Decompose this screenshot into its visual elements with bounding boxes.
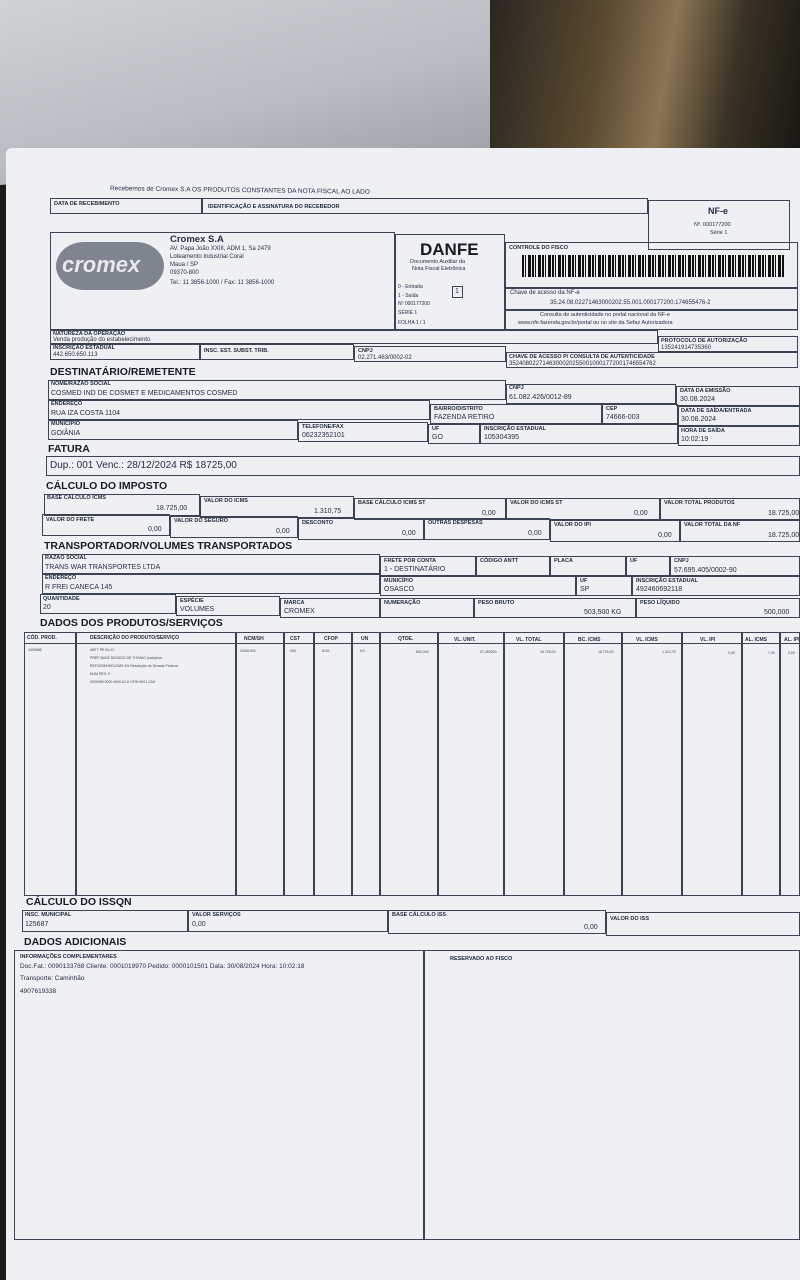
destinatario-section: DESTINATÁRIO/REMETENTE bbox=[50, 366, 196, 378]
info-complementares-label: INFORMAÇÕES COMPLEMENTARES bbox=[20, 954, 117, 960]
transp-endereco-label: ENDEREÇO bbox=[45, 575, 77, 581]
col-header-ncm: NCM/SH bbox=[244, 636, 264, 642]
dest-municipio: GOIÂNIA bbox=[51, 430, 81, 437]
transp-numeracao-label: NUMERAÇÃO bbox=[384, 600, 421, 606]
dest-emissao: 30.08.2024 bbox=[680, 396, 716, 403]
cromex-logo-text: cromex bbox=[62, 252, 141, 277]
transp-placa-label: PLACA bbox=[554, 558, 573, 564]
dest-municipio-label: MUNICÍPIO bbox=[51, 421, 81, 427]
natureza-value: Venda produção do estabelecimento bbox=[53, 337, 151, 343]
cell-vl-icms: 1.310,75 bbox=[662, 650, 676, 654]
canhoto-assinatura-label: IDENTIFICAÇÃO E ASSINATURA DO RECEBEDOR bbox=[208, 204, 340, 210]
desconto-value: 0,00 bbox=[402, 530, 416, 537]
col-vl-ipi bbox=[682, 632, 742, 896]
transp-ie-label: INSCRIÇÃO ESTADUAL bbox=[636, 578, 698, 584]
outras-despesas-value: 0,00 bbox=[528, 530, 542, 537]
cell-descricao-line2: REF/32061900 ICMS 4% Resolução do Senado Federal bbox=[90, 664, 178, 668]
dest-saida-label: DATA DE SAÍDA/ENTRADA bbox=[681, 408, 752, 414]
cell-descricao-line1: PREP BASE DIOXIDO DE TITANIO (natu)eza bbox=[90, 656, 162, 660]
danfe-subtitle2: Nota Fiscal Eletrônica bbox=[412, 266, 466, 272]
barcode bbox=[522, 255, 784, 277]
cell-vl-total: 18.725,00 bbox=[540, 650, 556, 654]
dest-saida: 30.08.2024 bbox=[681, 416, 717, 423]
info-complementares-box bbox=[14, 950, 424, 1240]
issqn-section: CÁLCULO DO ISSQN bbox=[26, 896, 132, 908]
col-un bbox=[352, 632, 380, 896]
col-cst bbox=[284, 632, 314, 896]
cnpj-emitente-label: CNPJ bbox=[358, 348, 373, 354]
info-line3: 4907619338 bbox=[20, 988, 57, 995]
transp-liquido: 500,000 bbox=[764, 609, 790, 616]
canhoto-header: Recebemos de Cromex S.A OS PRODUTOS CONSTANTES DA NOTA FISCAL AO LADO bbox=[109, 185, 370, 196]
col-header-descricao: DESCRIÇÃO DO PRODUTO/SERVIÇO bbox=[90, 635, 179, 641]
col-al-ipi bbox=[780, 632, 800, 896]
col-qtde bbox=[380, 632, 438, 896]
cell-cst: 000 bbox=[290, 649, 296, 653]
col-cod bbox=[24, 632, 76, 896]
transp-razao: TRANS WAR TRANSPORTES LTDA bbox=[45, 564, 161, 571]
cell-al-ipi: 0,00 bbox=[788, 651, 795, 655]
canhoto-nfe-numero: Nº. 000177200 bbox=[694, 222, 731, 228]
dest-cep-label: CEP bbox=[606, 406, 618, 412]
dest-fone-label: TELEFONE/FAX bbox=[302, 424, 344, 430]
cell-descricao: ABT7 PE BL KI bbox=[90, 648, 114, 652]
col-header-cst: CST bbox=[290, 636, 300, 642]
valor-ipi-label: VALOR DO IPI bbox=[554, 522, 591, 528]
dest-endereco: RUA IZA COSTA 1104 bbox=[51, 410, 120, 417]
col-header-vl-total: VL. TOTAL bbox=[516, 637, 542, 643]
emitente-address1: AV. Papa João XXIII, ADM 1, Sa 2479 bbox=[170, 246, 271, 252]
transp-uf-label: UF bbox=[630, 558, 638, 564]
ie-value: 442.650.650.113 bbox=[53, 352, 98, 358]
adicionais-section: DADOS ADICIONAIS bbox=[24, 936, 127, 948]
valor-ipi-value: 0,00 bbox=[658, 532, 672, 539]
issqn-valor-servicos-value: 0,00 bbox=[192, 921, 206, 928]
dest-cnpj: 61.082.426/0012-89 bbox=[509, 394, 572, 401]
canhoto-nfe-title: NF-e bbox=[708, 206, 728, 216]
cell-bc-icms: 18.725,00 bbox=[598, 650, 614, 654]
base-icms-value: 18.725,00 bbox=[156, 505, 188, 512]
transp-bruto: 503,500 KG bbox=[584, 609, 622, 616]
col-header-cfop: CFOP bbox=[324, 636, 338, 642]
transp-razao-label: RAZÃO SOCIAL bbox=[45, 555, 87, 561]
frete-value: 0,00 bbox=[148, 526, 162, 533]
cell-qtde: 500,000 bbox=[416, 650, 429, 654]
danfe-folha: FOLHA 1 / 1 bbox=[398, 320, 426, 326]
transp-uf2-label: UF bbox=[580, 578, 588, 584]
cell-vl-ipi: 0,00 bbox=[728, 651, 735, 655]
dest-cep: 74666-003 bbox=[606, 414, 640, 421]
col-header-qtde: QTDE. bbox=[398, 636, 414, 642]
col-vl-total bbox=[504, 632, 564, 896]
col-bc-icms bbox=[564, 632, 622, 896]
cell-cfop: 6101 bbox=[322, 649, 330, 653]
info-line1: Doc.Fat.: 0090133788 Cliente: 0001019970 Pedido: 0000101501 Data: 30/08/2024 Hora: 10:02:18 bbox=[20, 963, 305, 970]
cell-descricao-line4: 0000059 0000 4000 ACU CFW 0001 CA5 bbox=[90, 680, 155, 684]
emitente-name: Cromex S.A bbox=[170, 234, 224, 245]
dest-emissao-label: DATA DA EMISSÃO bbox=[680, 388, 731, 394]
transp-especie-label: ESPÉCIE bbox=[180, 598, 204, 604]
protocolo-label: PROTOCOLO DE AUTORIZAÇÃO bbox=[661, 338, 748, 344]
col-vl-icms bbox=[622, 632, 682, 896]
produtos-section: DADOS DOS PRODUTOS/SERVIÇOS bbox=[40, 617, 223, 629]
fatura-section: FATURA bbox=[48, 443, 90, 455]
valor-icms-st-label: VALOR DO ICMS ST bbox=[510, 500, 563, 506]
col-al-icms bbox=[742, 632, 780, 896]
transp-municipio-label: MUNICÍPIO bbox=[384, 578, 414, 584]
reservado-fisco-box bbox=[424, 950, 800, 1240]
transp-cnpj: 57.695.405/0002-90 bbox=[674, 567, 737, 574]
transp-marca-label: MARCA bbox=[284, 600, 305, 606]
transp-endereco: R FREI CANECA 145 bbox=[45, 584, 113, 591]
transportador-section: TRANSPORTADOR/VOLUMES TRANSPORTADOS bbox=[44, 540, 293, 552]
cnpj-emitente-value: 02.271.463/0002-02 bbox=[358, 355, 412, 361]
col-header-vl-ipi: VL. IPI bbox=[700, 637, 716, 643]
natureza-label: NATUREZA DA OPERAÇÃO bbox=[53, 331, 126, 337]
dest-fone: 06232352101 bbox=[302, 432, 345, 439]
cell-vl-unit: 37,450000 bbox=[480, 650, 497, 654]
valor-icms-value: 1.310,75 bbox=[314, 508, 342, 515]
outras-despesas-label: OUTRAS DESPESAS bbox=[428, 520, 483, 526]
frete-label: VALOR DO FRETE bbox=[46, 517, 95, 523]
dest-bairro: FAZENDA RETIRO bbox=[434, 414, 495, 421]
fatura-value: Dup.: 001 Venc.: 28/12/2024 R$ 18725,00 bbox=[50, 460, 237, 471]
dest-municipio-box bbox=[48, 420, 298, 440]
danfe-document bbox=[10, 170, 800, 1250]
dest-hora-label: HORA DE SAÍDA bbox=[681, 428, 725, 434]
valor-total-nf-value: 18.725,00 bbox=[768, 532, 800, 539]
transp-frete-label: FRETE POR CONTA bbox=[384, 558, 437, 564]
chave-consulta-value: 35240802271463000202550010001772001746554762 bbox=[509, 361, 656, 367]
consulta-line2: www.nfe.fazenda.gov.br/portal ou no site da Sefaz Autorizadora bbox=[518, 320, 673, 326]
issqn-base-label: BASE CÁLCULO ISS bbox=[392, 912, 447, 918]
transp-especie: VOLUMES bbox=[180, 606, 215, 613]
danfe-tipo: 1 bbox=[455, 288, 459, 295]
transp-municipio: OSASCO bbox=[384, 586, 414, 593]
valor-total-produtos-label: VALOR TOTAL PRODUTOS bbox=[664, 500, 735, 506]
seguro-label: VALOR DO SEGURO bbox=[174, 518, 228, 524]
issqn-base-value: 0,00 bbox=[584, 924, 598, 931]
ie-st-label: INSC. EST. SUBST. TRIB. bbox=[204, 348, 269, 354]
danfe-saida: 1 - Saída bbox=[398, 293, 419, 299]
valor-icms-label: VALOR DO ICMS bbox=[204, 498, 248, 504]
col-ncm bbox=[236, 632, 284, 896]
cell-al-icms: 7,00 bbox=[768, 651, 775, 655]
danfe-subtitle1: Documento Auxiliar da bbox=[410, 259, 466, 265]
danfe-title: DANFE bbox=[420, 240, 479, 259]
dest-uf: GO bbox=[432, 434, 443, 441]
transp-cnpj-label: CNPJ bbox=[674, 558, 689, 564]
transp-quantidade-label: QUANTIDADE bbox=[43, 596, 80, 602]
dest-ie: 105304395 bbox=[484, 434, 520, 441]
valor-total-produtos-value: 18.725,00 bbox=[768, 510, 800, 517]
issqn-inscricao-value: 125687 bbox=[25, 921, 49, 928]
dest-endereco-label: ENDEREÇO bbox=[51, 401, 83, 407]
emitente-city: Maua / SP bbox=[170, 262, 199, 268]
chave-acesso: 35.24.08.02271463000202.55.001.000177200.174655476-2 bbox=[550, 300, 711, 306]
emitente-phones: Tel.: 11 3856-1000 / Fax: 11 3856-1000 bbox=[170, 280, 275, 286]
emitente-cep: 09370-800 bbox=[170, 270, 199, 276]
chave-consulta-label: CHAVE DE ACESSO P/ CONSULTA DE AUTENTICIDADE bbox=[509, 354, 655, 360]
info-line2: Transporte: Caminhão bbox=[20, 975, 85, 982]
transp-uf2: SP bbox=[580, 586, 590, 593]
ie-label: INSCRIÇÃO ESTADUAL bbox=[53, 345, 115, 351]
transp-bruto-label: PESO BRUTO bbox=[478, 600, 515, 606]
transp-antt-label: CÓDIGO ANTT bbox=[480, 558, 519, 564]
col-header-bc-icms: BC. ICMS bbox=[578, 637, 601, 643]
chave-acesso-label: Chave de acesso da NF-e bbox=[510, 290, 580, 296]
col-header-vl-icms: VL. ICMS bbox=[636, 637, 658, 643]
dest-ie-label: INSCRIÇÃO ESTADUAL bbox=[484, 426, 546, 432]
transp-marca: CROMEX bbox=[284, 608, 315, 615]
cell-un: KG bbox=[360, 649, 366, 653]
imposto-section: CÁLCULO DO IMPOSTO bbox=[46, 480, 168, 492]
dest-hora: 10:02:19 bbox=[681, 436, 709, 443]
issqn-inscricao-label: INSC. MUNICIPAL bbox=[25, 912, 72, 918]
issqn-valor-iss-label: VALOR DO ISS bbox=[610, 916, 650, 922]
desconto-label: DESCONTO bbox=[302, 520, 334, 526]
base-icms-st-value: 0,00 bbox=[482, 510, 496, 517]
dest-cnpj-label: CNPJ bbox=[509, 385, 524, 391]
transp-ie: 492460692118 bbox=[636, 586, 683, 593]
danfe-entrada: 0 - Entrada bbox=[398, 284, 423, 290]
controle-fisco-label: CONTROLE DO FISCO bbox=[509, 245, 568, 251]
danfe-numero: Nº 000177200 bbox=[398, 301, 430, 307]
cell-cod: 1000665 bbox=[28, 648, 42, 652]
cell-ncm: 32061900 bbox=[240, 649, 256, 653]
emitente-address2: Loteamento Industrial Coral bbox=[170, 254, 244, 260]
col-header-al-icms: AL. ICMS bbox=[745, 637, 767, 643]
valor-total-nf-label: VALOR TOTAL DA NF bbox=[684, 522, 741, 528]
col-header-un: UN bbox=[361, 636, 369, 642]
issqn-valor-servicos-label: VALOR SERVIÇOS bbox=[192, 912, 241, 918]
transp-liquido-label: PESO LÍQUIDO bbox=[640, 600, 680, 606]
transp-quantidade: 20 bbox=[43, 604, 51, 611]
dest-bairro-label: BAIRRO/DISTRITO bbox=[434, 406, 483, 412]
base-icms-label: BASE CÁLCULO ICMS bbox=[47, 495, 106, 501]
dest-nome-label: NOME/RAZÃO SOCIAL bbox=[51, 381, 111, 387]
dest-nome: COSMED IND DE COSMET E MEDICAMENTOS COSMED bbox=[51, 390, 238, 397]
col-header-cod: CÓD. PROD. bbox=[27, 635, 57, 641]
canhoto-data-label: DATA DE RECEBIMENTO bbox=[54, 201, 120, 207]
col-cfop bbox=[314, 632, 352, 896]
col-header-vl-unit: VL. UNIT. bbox=[454, 637, 476, 643]
canhoto-nfe-serie: Série 1 bbox=[710, 230, 728, 236]
col-header-al-ipi: AL. IPI bbox=[784, 637, 800, 643]
valor-icms-st-value: 0,00 bbox=[634, 510, 648, 517]
transp-frete: 1 - DESTINATÁRIO bbox=[384, 566, 446, 573]
consulta-line1: Consulta de autenticidade no portal nacional da NF-e bbox=[540, 312, 670, 318]
protocolo-value: 135241914735360 bbox=[661, 345, 712, 351]
dest-uf-label: UF bbox=[432, 426, 440, 432]
cell-descricao-line3: NUM PED: 0 bbox=[90, 672, 111, 676]
reservado-fisco-label: RESERVADO AO FISCO bbox=[450, 956, 513, 962]
seguro-value: 0,00 bbox=[276, 528, 290, 535]
base-icms-st-label: BASE CÁLCULO ICMS ST bbox=[358, 500, 426, 506]
danfe-serie: SÉRIE 1 bbox=[398, 310, 418, 316]
col-vl-unit bbox=[438, 632, 504, 896]
